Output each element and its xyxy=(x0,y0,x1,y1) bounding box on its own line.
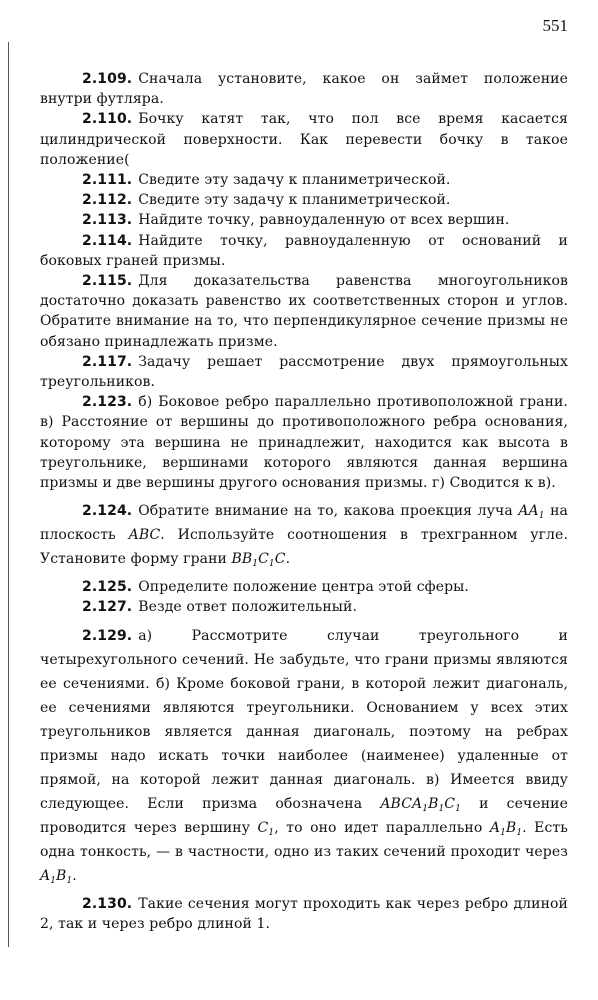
hints-text-block xyxy=(40,69,568,934)
math-face: $BB_1C_1C$ xyxy=(231,551,286,570)
hint-paragraph xyxy=(40,352,568,392)
hint-text: то оно идет параллельно xyxy=(286,819,483,836)
math-vertex: $C_1$ xyxy=(257,819,275,838)
hint-text: Сначала установите, какое он займет положение внутри футляра. xyxy=(40,71,568,108)
problem-number: 2.111. xyxy=(82,172,133,189)
hint-paragraph xyxy=(40,210,568,230)
hint-paragraph xyxy=(40,231,568,271)
problem-number: 2.115. xyxy=(82,273,133,290)
problem-number: 2.114. xyxy=(82,232,133,249)
hint-text: Везде ответ положительный. xyxy=(138,599,357,616)
hint-paragraph xyxy=(40,392,568,493)
hint-text: Найдите точку, равноудаленную от всех вершин. xyxy=(138,212,510,229)
hint-text: Задачу решает рассмотрение двух прямоугольных треугольников. xyxy=(40,353,568,391)
math-prism: $ABCA_1B_1C_1$ xyxy=(380,795,461,814)
problem-number: 2.129. xyxy=(82,627,133,644)
hint-paragraph xyxy=(40,894,568,934)
hint-text: на плоскость xyxy=(40,503,568,544)
hint-text: Бочку катят так, что пол все время касается цилиндрической поверхности. Как перевести бочку в такое положение( xyxy=(40,111,568,168)
hint-text: Для доказательства равенства многоугольников достаточно доказать равенство их соответственных сторон и углов. Обратите внимание на то, что перпендикулярное сечение призмы не обязано принадлежать призме. xyxy=(40,273,568,350)
problem-number: 2.112. xyxy=(82,192,133,209)
problem-number: 2.123. xyxy=(82,394,133,411)
hint-text: Такие сечения могут проходить как через ребро длиной 2, так и через ребро длиной 1. xyxy=(40,895,568,932)
problem-number: 2.125. xyxy=(82,579,133,596)
hint-text: а) Рассмотрите случаи треугольного и четырехугольного сечений. Не забудьте, что грани призмы являются ее сечениями. б) Кроме боковой грани, в которой лежит диагональ, ее сечениями являются треугольники. Основанием у всех этих треугольников является данная диагональ, поэтому на ребрах призмы надо искать точки наиболее (наименее) удаленные от прямой, на которой лежит данная диагональ. в) Имеется ввиду следующее. Если призма обозначена xyxy=(40,627,568,812)
hint-paragraph xyxy=(40,499,568,571)
hint-paragraph xyxy=(40,271,568,352)
hint-text: Сведите эту задачу к планиметрической. xyxy=(138,192,451,209)
hint-text: и сечение проводится через вершину xyxy=(40,795,568,836)
problem-number: 2.109. xyxy=(82,71,133,87)
hint-paragraph xyxy=(40,109,568,170)
page-number: 551 xyxy=(542,16,568,35)
problem-number: 2.130. xyxy=(82,895,133,912)
hint-text: Сведите эту задачу к планиметрической. xyxy=(138,172,451,189)
problem-number: 2.127. xyxy=(82,599,133,616)
hint-text: . Есть одна тонкость, — в частности, одно из таких сечений проходит через xyxy=(40,819,569,860)
hint-text: б) Боковое ребро параллельно противоположной грани. в) Расстояние от вершины до противоположного ребра основания, которому эта вершина не принадлежит, находится как высота в треугольнике, вершинами которого являются данная вершина призмы и две вершины другого основания призмы. г) Сводится к в). xyxy=(40,394,568,492)
hint-paragraph xyxy=(40,597,568,617)
hint-paragraph xyxy=(40,170,568,190)
hint-text: . xyxy=(285,551,291,568)
math-plane: ABC xyxy=(128,527,161,544)
hint-text: Определите положение центра этой сферы. xyxy=(138,579,469,596)
hint-paragraph: 2.129. а) Рассмотрите случаи треугольного и четырехугольного сечений. Не забудьте, что грани призмы являются ее сечениями. б) Кроме боковой грани, в которой лежит диагональ, ее сечениями являются треугольники. Основанием у всех этих треугольников является данная диагональ, поэтому на ребрах призмы надо искать точки наиболее (наименее) удаленные от прямой, на которой лежит данная диагональ. в) Имеется ввиду следующее. Если призма обозначена $ABCA_1B_1C_1$ и сечение проводится через вершину $C_1$, то оно идет параллельно $A_1B_1$. Есть одна тонкость, — в частности, одно из таких сечений проходит через $A_1B_1$. xyxy=(40,627,569,886)
hint-text: . xyxy=(72,867,77,884)
hint-paragraph xyxy=(40,190,568,210)
problem-number: 2.113. xyxy=(82,212,133,229)
hint-text: Найдите точку, равноудаленную от оснований и боковых граней призмы. xyxy=(40,232,568,269)
math-through-edge: $A_1B_1$ xyxy=(40,867,73,886)
problem-number: 2.117. xyxy=(82,353,133,370)
hint-text: . Используйте соотношения в трехгранном угле. Установите форму грани xyxy=(40,527,568,568)
hint-text: Обратите внимание на то, какова проекция луча xyxy=(138,503,513,520)
problem-number: 2.110. xyxy=(82,111,133,128)
math-ray: $AA_1$ xyxy=(518,503,545,522)
margin-rule xyxy=(8,42,9,947)
problem-number: 2.124. xyxy=(82,503,133,520)
hint-paragraph xyxy=(40,577,568,597)
math-parallel-edge: $A_1B_1$ xyxy=(489,819,523,838)
hint-paragraph xyxy=(40,69,568,109)
